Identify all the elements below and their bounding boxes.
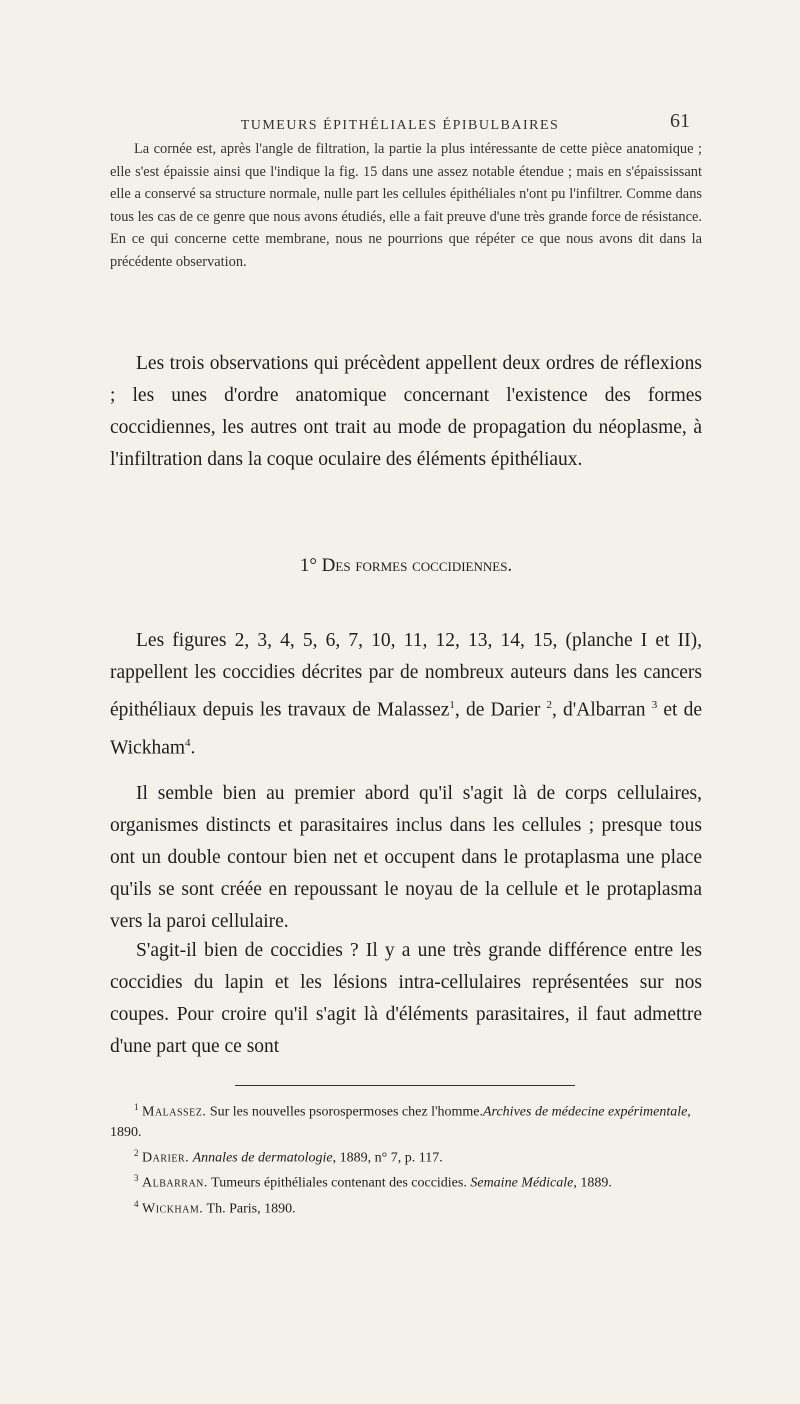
footnote-journal: Semaine Médicale,	[470, 1175, 577, 1191]
footnote-ref-4: 4	[185, 736, 191, 749]
footnote-author: Wickham.	[142, 1201, 204, 1217]
section-heading	[110, 555, 702, 577]
footnote-number: 3	[134, 1173, 139, 1184]
paragraph-cellular-bodies: Il semble bien au premier abord qu'il s'agit là de corps cellulaires, organismes distincts et parasitaires inclus dans les cellules ; presque tous ont un double contour bien net et occupent dans le protaplasma une place qu'ils se sont créée en repoussant le noyau de la cellule et le protaplasma vers la paroi cellulaire.	[110, 783, 702, 932]
section-title: Des formes coccidiennes.	[321, 555, 513, 576]
footnote-author: Malassez.	[142, 1104, 207, 1120]
footnote-author: Darier.	[142, 1150, 190, 1166]
footnote-ref-2: 2	[546, 699, 552, 711]
footnote-ref-1: 1	[449, 699, 455, 711]
footnote-2	[110, 1143, 702, 1169]
paragraph-figures	[110, 625, 702, 764]
footnote-4	[110, 1194, 702, 1220]
footnotes	[110, 1097, 702, 1220]
paragraph-observations: Les trois observations qui précèdent appellent deux ordres de réflexions ; les unes d'ordre anatomique concernant l'existence des formes coccidiennes, les autres ont trait au mode de propagation du néoplasme, à l'infiltration dans la coque oculaire des éléments épithéliaux.	[110, 353, 702, 470]
footnote-1	[110, 1097, 702, 1143]
footnote-3	[110, 1168, 702, 1194]
page-number: 61	[670, 110, 690, 132]
footnote-number: 1	[134, 1102, 139, 1112]
footnote-divider	[235, 1085, 575, 1086]
footnote-text: Tumeurs épithéliales contenant des coccidies.	[207, 1175, 471, 1191]
footnote-journal: Annales de dermatologie,	[192, 1150, 337, 1166]
paragraph-coccidies: S'agit-il bien de coccidies ? Il y a une très grande différence entre les coccidies du lapin et les lésions intra-cellulaires représentées sur nos coupes. Pour croire qu'il s'agit là d'éléments parasitaires, il faut admettre d'une part que ce sont	[110, 940, 702, 1057]
paragraph-figures-text-2: , de Darier	[454, 699, 547, 721]
footnote-number: 2	[134, 1147, 139, 1158]
paragraph-figures-text-4: et de Wickham	[110, 699, 703, 758]
paragraph-figures-text-3: , d'Albarran	[551, 699, 652, 721]
section-number: 1°	[299, 555, 317, 576]
footnote-ref-3: 3	[651, 699, 658, 711]
footnote-number: 4	[134, 1198, 139, 1209]
footnote-author: Albarran.	[142, 1175, 208, 1191]
footnote-rest: 1889.	[576, 1175, 612, 1191]
footnote-rest: 1889, n° 7, p. 117.	[336, 1150, 443, 1166]
paragraph-figures-text-5: .	[190, 737, 196, 758]
paragraph-figures-text-1: Les figures 2, 3, 4, 5, 6, 7, 10, 11, 12, 13, 14, 15, (planche I et II), rappellent les coccidies décrites par de nombreux auteurs dans les cancers épithéliaux depuis les travaux de Malassez	[110, 630, 702, 721]
footnote-text: Sur les nouvelles psorospermoses chez l'homme.	[206, 1104, 483, 1120]
footnote-text: Th. Paris, 1890.	[203, 1201, 296, 1217]
footnote-rest: 1890.	[110, 1124, 142, 1140]
paragraph-cornea: La cornée est, après l'angle de filtration, la partie la plus intéressante de cette pièce anatomique ; elle s'est épaissie ainsi que l'indique la fig. 15 dans une assez notable étendue ; mais en s'épaississant elle a conservé sa structure normale, nulle part les cellules épithéliales n'ont pu l'infiltrer. Comme dans tous les cas de ce genre que nous avons étudiés, elle a fait preuve d'une très grande force de résistance. En ce qui concerne cette membrane, nous ne pourrions que répéter ce que nous avons dit dans la précédente observation.	[110, 141, 702, 270]
running-head: TUMEURS ÉPITHÉLIALES ÉPIBULBAIRES	[240, 118, 560, 133]
footnote-journal: Archives de médecine expérimentale,	[482, 1104, 691, 1120]
